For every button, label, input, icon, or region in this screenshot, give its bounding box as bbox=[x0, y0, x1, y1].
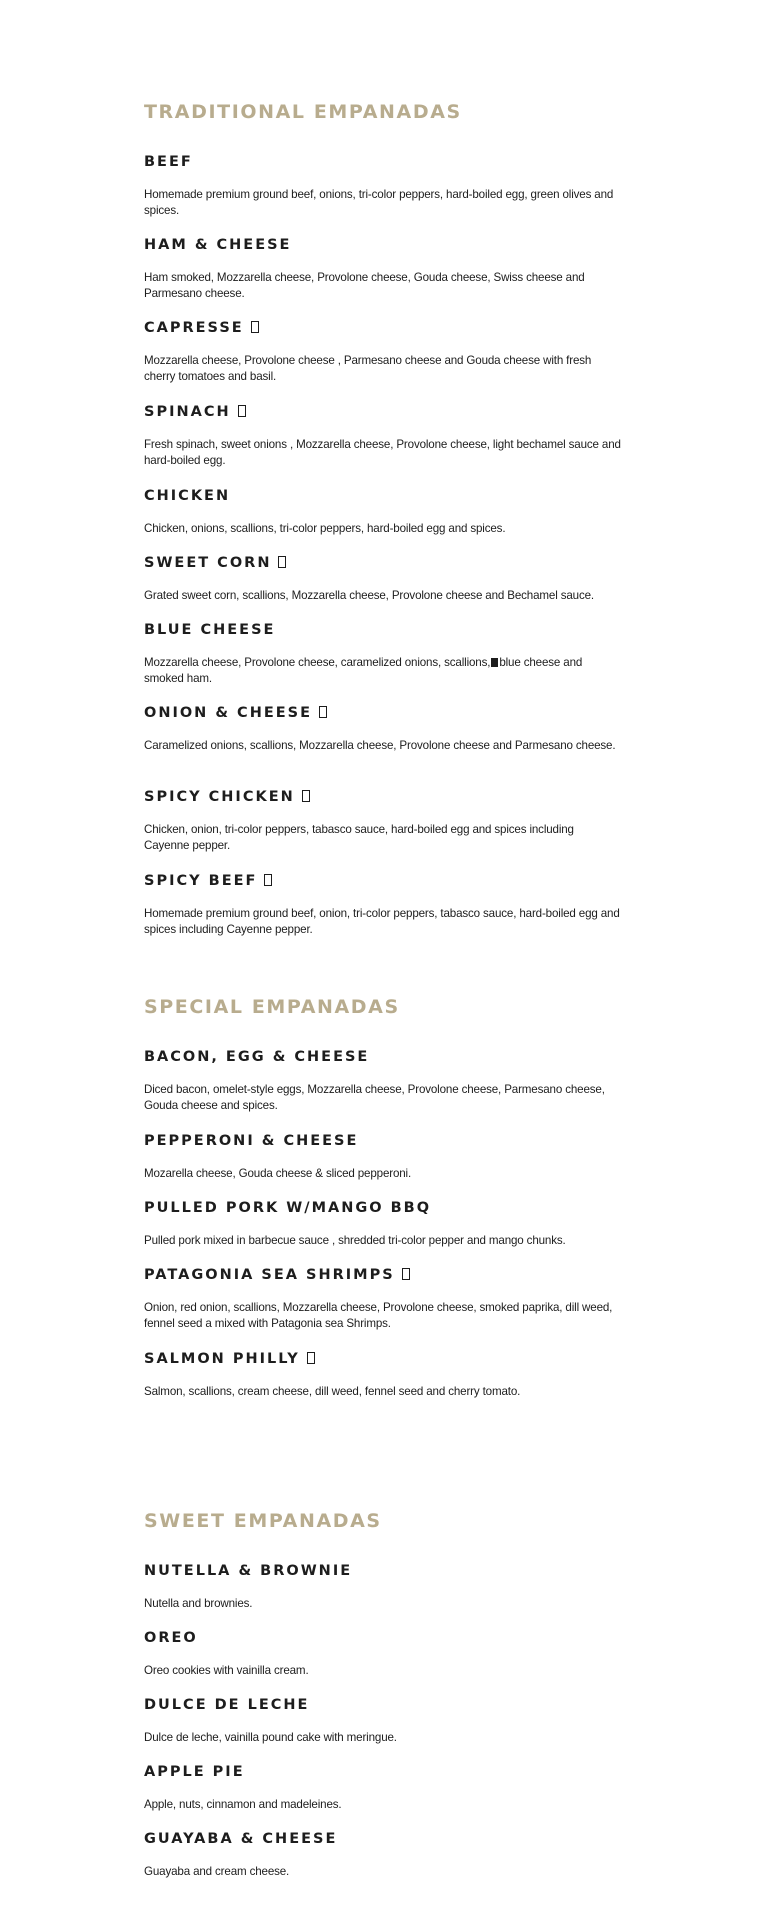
item-description: Guayaba and cream cheese. bbox=[144, 1865, 290, 1878]
item-name-text: ONION & CHEESE bbox=[144, 705, 312, 721]
item-description: Mozarella cheese, Gouda cheese & sliced pepperoni. bbox=[144, 1167, 412, 1180]
item-description: Apple, nuts, cinnamon and madeleines. bbox=[144, 1798, 342, 1811]
menu-item-spicy-chicken bbox=[144, 788, 624, 854]
vegetarian-icon bbox=[264, 874, 272, 886]
item-description: Chicken, onions, scallions, tri-color peppers, hard-boiled egg and spices. bbox=[144, 522, 506, 535]
menu-item-spinach bbox=[144, 403, 624, 469]
vegetarian-icon bbox=[278, 556, 286, 568]
item-description: Fresh spinach, sweet onions , Mozzarella cheese, Provolone cheese, light bechamel sauce and hard-boiled egg. bbox=[144, 438, 621, 467]
menu-item-pepperoni-cheese bbox=[144, 1132, 624, 1182]
item-description: Oreo cookies with vainilla cream. bbox=[144, 1664, 309, 1677]
section-title: TRADITIONAL EMPANADAS bbox=[144, 101, 462, 123]
item-name bbox=[144, 319, 624, 337]
item-name-text: CAPRESSE bbox=[144, 320, 244, 336]
item-description: Homemade premium ground beef, onions, tri-color peppers, hard-boiled egg, green olives and spices. bbox=[144, 188, 614, 217]
vegetarian-icon bbox=[238, 405, 246, 417]
item-name bbox=[144, 1266, 624, 1284]
item-name-text: SWEET CORN bbox=[144, 555, 272, 571]
item-name bbox=[144, 872, 624, 890]
menu-item-bacon-egg-cheese bbox=[144, 1048, 624, 1114]
menu-item-dulce-de-leche bbox=[144, 1696, 624, 1746]
item-name bbox=[144, 554, 624, 572]
item-name: CHICKEN bbox=[144, 488, 231, 504]
item-name bbox=[144, 704, 624, 722]
item-name: BLUE CHEESE bbox=[144, 622, 276, 638]
item-description: Pulled pork mixed in barbecue sauce , shredded tri-color pepper and mango chunks. bbox=[144, 1234, 566, 1247]
item-name: BACON, EGG & CHEESE bbox=[144, 1049, 370, 1065]
item-description: Caramelized onions, scallions, Mozzarella cheese, Provolone cheese and Parmesano cheese. bbox=[144, 739, 616, 752]
item-name-text: SPICY CHICKEN bbox=[144, 789, 295, 805]
item-name: PEPPERONI & CHEESE bbox=[144, 1133, 359, 1149]
vegetarian-icon bbox=[307, 1352, 315, 1364]
item-description: Nutella and brownies. bbox=[144, 1597, 253, 1610]
item-name bbox=[144, 788, 624, 806]
item-name-text: PATAGONIA SEA SHRIMPS bbox=[144, 1267, 395, 1283]
item-name: DULCE DE LECHE bbox=[144, 1697, 310, 1713]
menu-item-oreo bbox=[144, 1629, 624, 1679]
item-description-part: blue cheese and smoked ham. bbox=[144, 656, 583, 685]
item-name bbox=[144, 1350, 624, 1368]
menu-item-patagonia-shrimps bbox=[144, 1266, 624, 1332]
menu-item-guayaba-cheese bbox=[144, 1830, 624, 1880]
menu-item-chicken bbox=[144, 487, 624, 537]
item-description: Mozzarella cheese, Provolone cheese , Parmesano cheese and Gouda cheese with fresh cherry tomatoes and basil. bbox=[144, 354, 592, 383]
item-name-text: SPICY BEEF bbox=[144, 873, 258, 889]
item-description: Grated sweet corn, scallions, Mozzarella cheese, Provolone cheese and Bechamel sauce. bbox=[144, 589, 594, 602]
menu-item-ham-cheese bbox=[144, 236, 624, 302]
item-description: Diced bacon, omelet-style eggs, Mozzarella cheese, Provolone cheese, Parmesano cheese, Gouda cheese and spices. bbox=[144, 1083, 605, 1112]
item-name: GUAYABA & CHEESE bbox=[144, 1831, 338, 1847]
item-name: OREO bbox=[144, 1630, 198, 1646]
section-title: SPECIAL EMPANADAS bbox=[144, 996, 400, 1018]
item-description bbox=[144, 655, 622, 687]
item-name-text: SALMON PHILLY bbox=[144, 1351, 300, 1367]
menu-item-apple-pie bbox=[144, 1763, 624, 1813]
item-name-text: SPINACH bbox=[144, 404, 231, 420]
item-name bbox=[144, 403, 624, 421]
vegetarian-icon bbox=[251, 321, 259, 333]
item-description: Homemade premium ground beef, onion, tri-color peppers, tabasco sauce, hard-boiled egg and spices including Cayenne pepper. bbox=[144, 907, 620, 936]
item-description: Salmon, scallions, cream cheese, dill weed, fennel seed and cherry tomato. bbox=[144, 1385, 521, 1398]
item-description: Onion, red onion, scallions, Mozzarella cheese, Provolone cheese, smoked paprika, dill weed, fennel seed a mixed with Patagonia sea Shrimps. bbox=[144, 1301, 613, 1330]
menu-item-onion-cheese bbox=[144, 704, 624, 754]
menu-item-capresse bbox=[144, 319, 624, 385]
menu-item-nutella-brownie bbox=[144, 1562, 624, 1612]
menu-item-salmon-philly bbox=[144, 1350, 624, 1400]
note-icon bbox=[491, 658, 498, 667]
item-name: HAM & CHEESE bbox=[144, 237, 292, 253]
item-name: PULLED PORK W/MANGO BBQ bbox=[144, 1200, 432, 1216]
menu-item-pulled-pork bbox=[144, 1199, 624, 1249]
item-description: Dulce de leche, vainilla pound cake with meringue. bbox=[144, 1731, 397, 1744]
item-description: Ham smoked, Mozzarella cheese, Provolone cheese, Gouda cheese, Swiss cheese and Parmesano cheese. bbox=[144, 271, 585, 300]
section-title: SWEET EMPANADAS bbox=[144, 1510, 382, 1532]
menu-item-spicy-beef bbox=[144, 872, 624, 938]
vegetarian-icon bbox=[402, 1268, 410, 1280]
menu-item-blue-cheese bbox=[144, 621, 624, 687]
item-name: APPLE PIE bbox=[144, 1764, 245, 1780]
item-name: BEEF bbox=[144, 154, 193, 170]
menu-item-sweet-corn bbox=[144, 554, 624, 604]
item-name: NUTELLA & BROWNIE bbox=[144, 1563, 353, 1579]
vegetarian-icon bbox=[302, 790, 310, 802]
vegetarian-icon bbox=[319, 706, 327, 718]
item-description-part: Mozzarella cheese, Provolone cheese, caramelized onions, scallions, bbox=[144, 656, 491, 669]
item-description: Chicken, onion, tri-color peppers, tabasco sauce, hard-boiled egg and spices including Cayenne pepper. bbox=[144, 823, 574, 852]
menu-item-beef bbox=[144, 153, 624, 219]
